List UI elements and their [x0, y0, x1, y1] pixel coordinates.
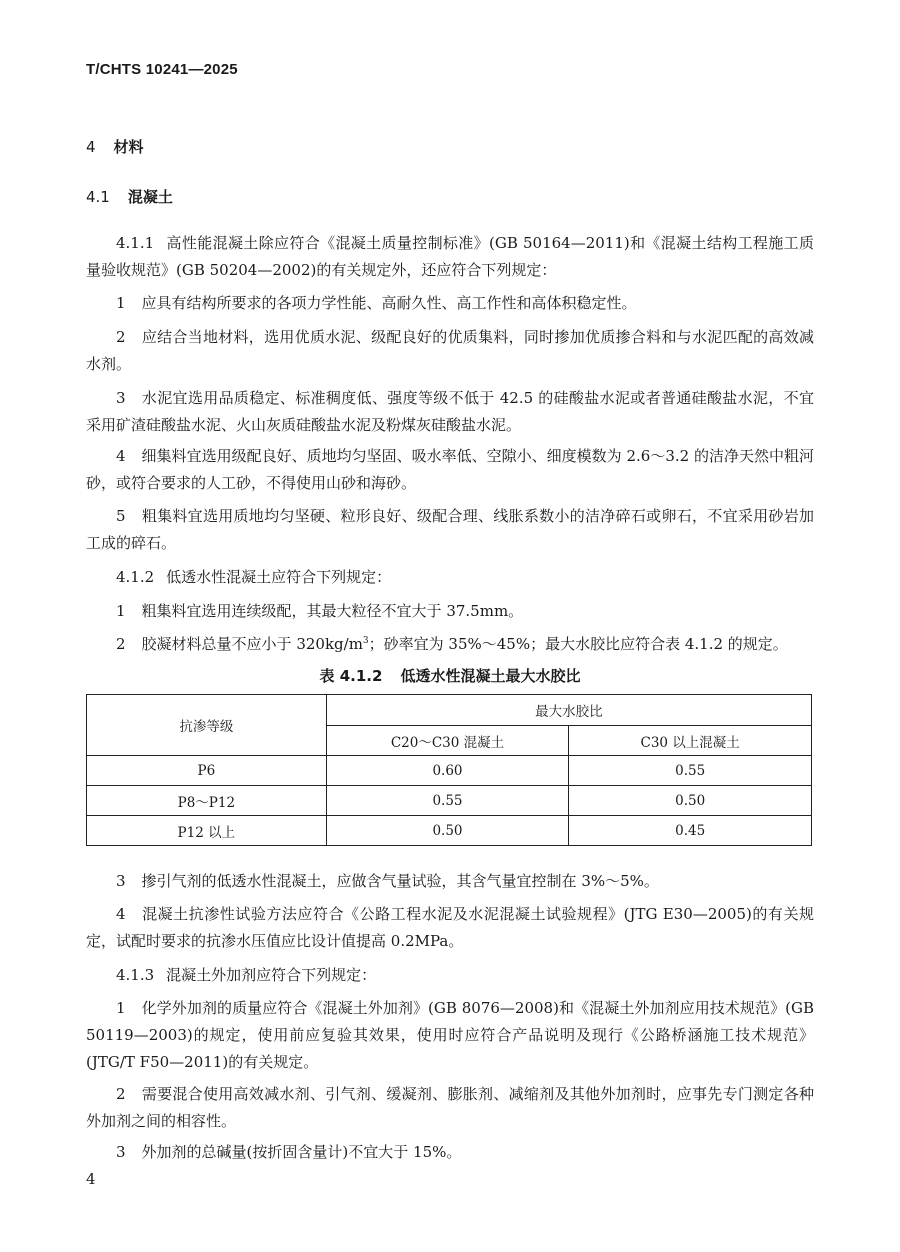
clause-text: 高性能混凝土除应符合《混凝土质量控制标准》(GB 50164—2011)和《混凝土结构工程施工质量验收规范》(GB 50204—2002)的有关规定外，还应符合下列规定： [86, 234, 814, 279]
table-number: 表 4.1.2 [319, 667, 383, 685]
clause-number: 4.1.1 [116, 234, 155, 252]
list-item [116, 1139, 814, 1166]
item-text-a: 胶凝材料总量不应小于 320kg/m [141, 635, 363, 653]
table-caption [86, 665, 814, 686]
cell-value: 0.50 [569, 786, 812, 816]
item-text: 掺引气剂的低透水性混凝土，应做含气量试验，其含气量宜控制在 3%～5%。 [141, 872, 659, 890]
item-text: 外加剂的总碱量(按折固含量计)不宜大于 15%。 [141, 1143, 462, 1161]
clause-text: 低透水性混凝土应符合下列规定： [166, 568, 392, 586]
header-max-ratio: 最大水胶比 [326, 695, 811, 726]
list-item [86, 1081, 814, 1135]
item-text: 细集料宜选用级配良好、质地均匀坚固、吸水率低、空隙小、细度模数为 2.6～3.2 的洁净天然中粗河砂，或符合要求的人工砂，不得使用山砂和海砂。 [86, 447, 814, 492]
page-number: 4 [86, 1170, 96, 1188]
list-item [86, 995, 814, 1076]
water-binder-ratio-table [86, 694, 812, 846]
cell-value: 0.55 [569, 756, 812, 786]
item-text: 化学外加剂的质量应符合《混凝土外加剂》(GB 8076—2008)和《混凝土外加剂应用技术规范》(GB 50119—2003)的规定，使用前应复验其效果，使用时应符合产品说明及现行《公路桥涵施工技术规范》(JTG/T F50—2011)的有关规定。 [86, 999, 814, 1071]
list-item [86, 443, 814, 497]
header-grade: 抗渗等级 [87, 695, 327, 756]
table-row [87, 786, 812, 816]
superscript: 3 [362, 636, 369, 646]
table-row [87, 816, 812, 846]
clause-text: 混凝土外加剂应符合下列规定： [166, 966, 377, 984]
list-item [86, 385, 814, 439]
section-4-heading [86, 136, 144, 157]
item-text-b: ；砂率宜为 35%～45%；最大水胶比应符合表 4.1.2 的规定。 [368, 635, 788, 653]
list-item [86, 324, 814, 378]
item-number: 1 [116, 999, 126, 1017]
item-number: 3 [116, 1143, 126, 1161]
list-item [116, 290, 814, 317]
item-number: 4 [116, 905, 126, 923]
table-row [87, 756, 812, 786]
clause-4-1-1 [86, 230, 814, 284]
list-item [116, 628, 814, 658]
item-number: 3 [116, 389, 126, 407]
item-text: 应结合当地材料，选用优质水泥、级配良好的优质集料，同时掺加优质掺合料和与水泥匹配的高效减水剂。 [86, 328, 814, 373]
clause-4-1-3 [86, 962, 814, 989]
list-item [86, 901, 814, 955]
standard-code: T/CHTS 10241—2025 [86, 61, 238, 78]
item-text: 应具有结构所要求的各项力学性能、高耐久性、高工作性和高体积稳定性。 [141, 294, 637, 312]
item-text: 需要混合使用高效减水剂、引气剂、缓凝剂、膨胀剂、减缩剂及其他外加剂时，应事先专门测定各种外加剂之间的相容性。 [86, 1085, 814, 1130]
cell-grade: P8～P12 [87, 786, 327, 816]
cell-value: 0.55 [326, 786, 569, 816]
cell-value: 0.45 [569, 816, 812, 846]
list-item [116, 598, 814, 625]
header-c20-c30: C20～C30 混凝土 [326, 726, 569, 756]
item-text: 粗集料宜选用质地均匀坚硬、粒形良好、级配合理、线胀系数小的洁净碎石或卵石，不宜采用砂岩加工成的碎石。 [86, 507, 814, 552]
section-title: 混凝土 [127, 188, 173, 206]
item-number: 3 [116, 872, 126, 890]
item-text: 混凝土抗渗性试验方法应符合《公路工程水泥及水泥混凝土试验规程》(JTG E30—2005)的有关规定，试配时要求的抗渗水压值应比设计值提高 0.2MPa。 [86, 905, 814, 950]
item-text: 粗集料宜选用连续级配，其最大粒径不宜大于 37.5mm。 [141, 602, 524, 620]
item-text: 水泥宜选用品质稳定、标准稠度低、强度等级不低于 42.5 的硅酸盐水泥或者普通硅酸盐水泥，不宜采用矿渣硅酸盐水泥、火山灰质硅酸盐水泥及粉煤灰硅酸盐水泥。 [86, 389, 814, 434]
section-title: 材料 [113, 138, 144, 156]
list-item [86, 503, 814, 557]
item-number: 5 [116, 507, 126, 525]
section-number: 4 [86, 138, 96, 156]
table-header-row [87, 695, 812, 726]
list-item [116, 868, 814, 895]
cell-grade: P6 [87, 756, 327, 786]
clause-4-1-2 [86, 564, 814, 591]
clause-number: 4.1.3 [116, 966, 155, 984]
section-4-1-heading [86, 186, 173, 207]
item-number: 4 [116, 447, 126, 465]
header-above-c30: C30 以上混凝土 [569, 726, 812, 756]
clause-number: 4.1.2 [116, 568, 155, 586]
table-title: 低透水性混凝土最大水胶比 [400, 667, 581, 685]
cell-value: 0.60 [326, 756, 569, 786]
item-number: 1 [116, 294, 126, 312]
item-number: 1 [116, 602, 126, 620]
item-number: 2 [116, 1085, 126, 1103]
item-number: 2 [116, 635, 126, 653]
item-number: 2 [116, 328, 126, 346]
cell-grade: P12 以上 [87, 816, 327, 846]
section-number: 4.1 [86, 188, 110, 206]
cell-value: 0.50 [326, 816, 569, 846]
